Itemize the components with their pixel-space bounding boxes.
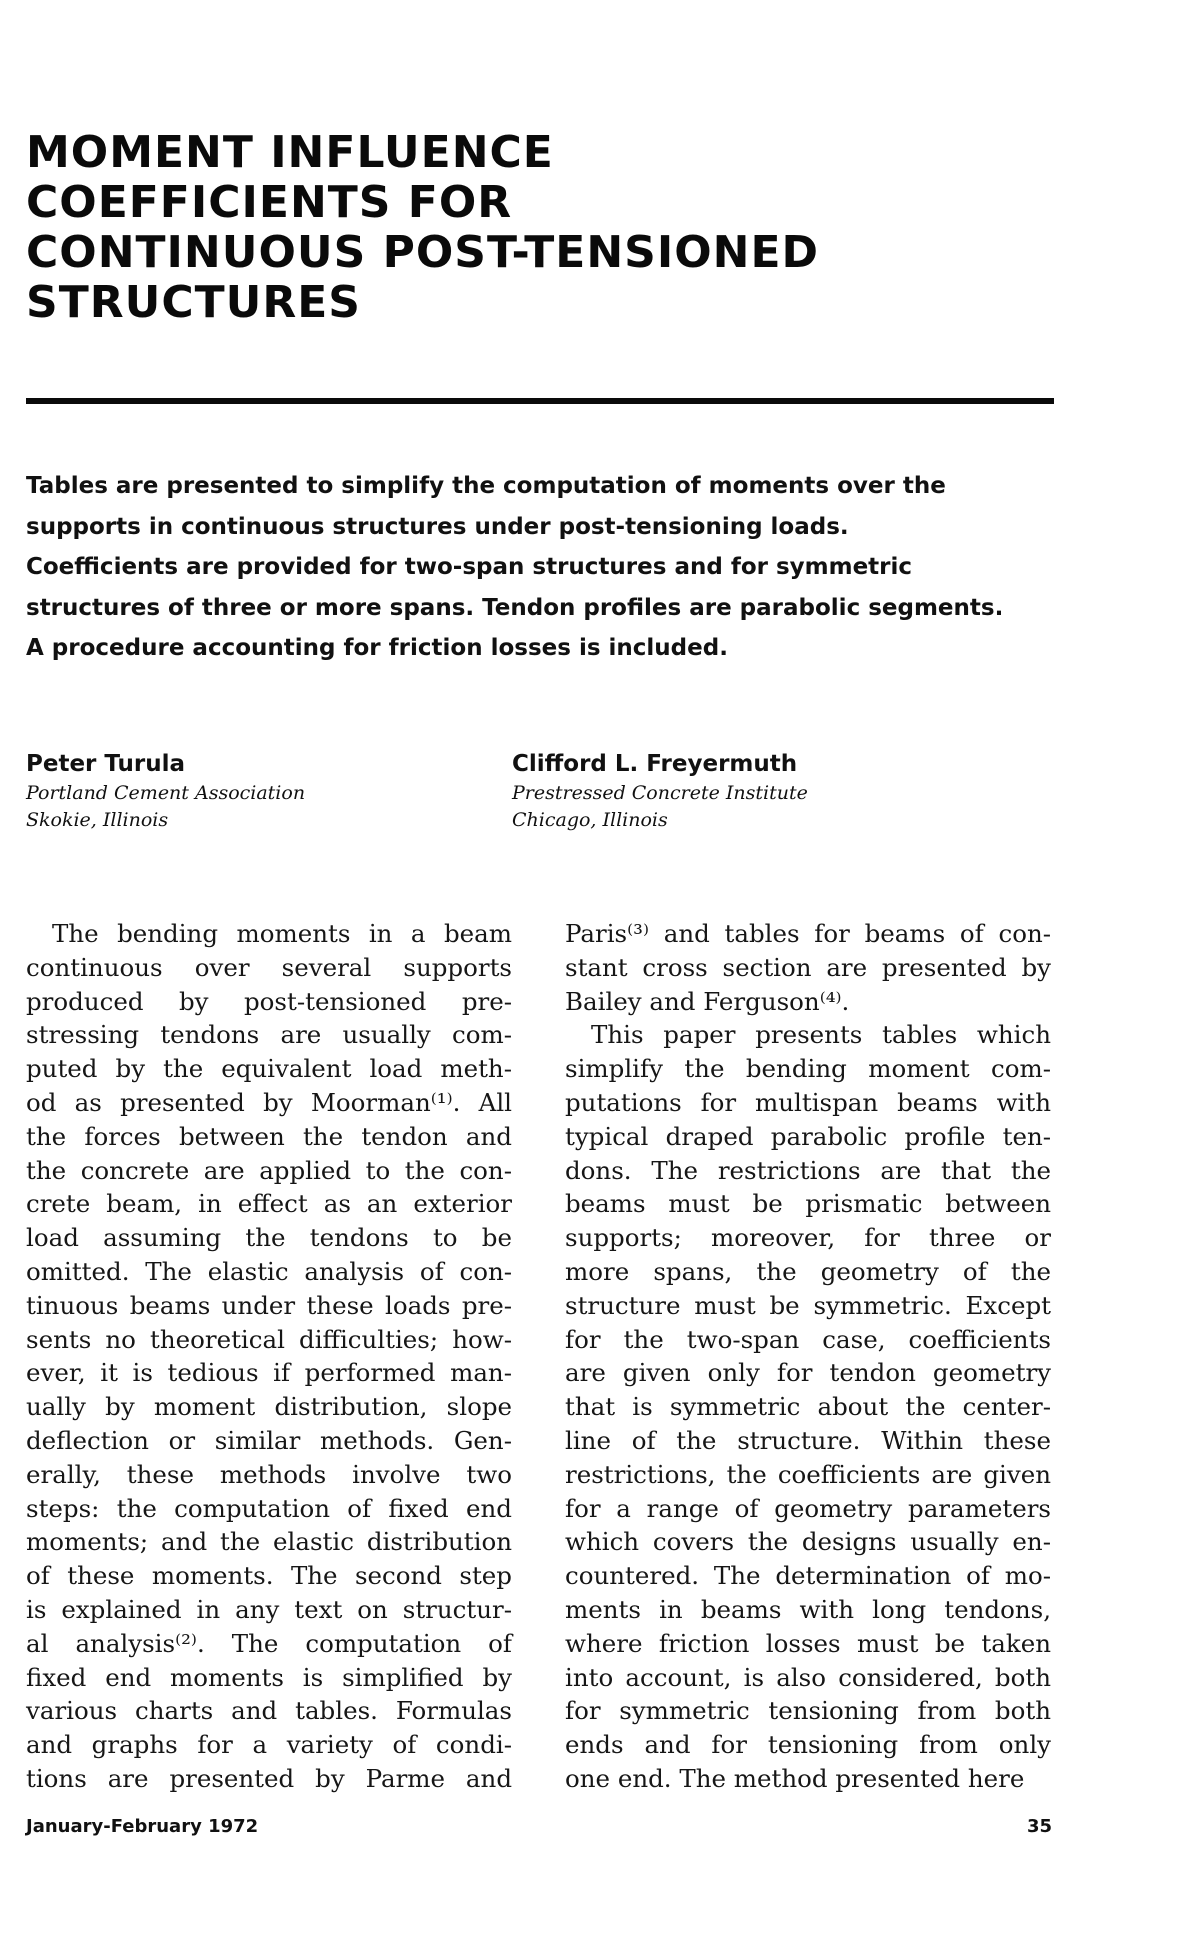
text-line: of these moments. The second step (26, 1561, 512, 1591)
text-line: restrictions, the coefficients are given (565, 1459, 1051, 1489)
abstract-line: A procedure accounting for friction losses is included. (26, 635, 728, 661)
text-line: dons. The restrictions are that the (565, 1155, 1051, 1185)
text-line: structure must be symmetric. Except (565, 1290, 1051, 1320)
text-line: al analysis⁽²⁾. The computation of (26, 1628, 512, 1658)
text-line: typical draped parabolic profile ten- (565, 1121, 1051, 1151)
text-line: load assuming the tendons to be (26, 1223, 512, 1253)
author-organization: Portland Cement Association (26, 782, 306, 804)
text-line: puted by the equivalent load meth- (26, 1054, 512, 1084)
title-line: STRUCTURES (26, 277, 361, 328)
text-line: fixed end moments is simplified by (26, 1662, 512, 1692)
title-divider (26, 398, 1054, 404)
text-line: ends and for tensioning from only (565, 1730, 1051, 1760)
author-location: Chicago, Illinois (512, 809, 668, 831)
text-line: ever, it is tedious if performed man- (26, 1358, 512, 1388)
text-line: The bending moments in a beam (52, 919, 512, 948)
text-line: countered. The determination of mo- (565, 1561, 1051, 1591)
text-line: steps: the computation of fixed end (26, 1493, 512, 1523)
text-line: where friction losses must be taken (565, 1628, 1051, 1658)
text-line: more spans, the geometry of the (565, 1256, 1051, 1286)
abstract-line: Coefficients are provided for two-span structures and for symmetric (26, 554, 913, 580)
text-line: for symmetric tensioning from both (565, 1696, 1051, 1726)
text-line: continuous over several supports (26, 952, 512, 982)
author-name: Clifford L. Freyermuth (512, 751, 798, 777)
text-line: one end. The method presented here (565, 1763, 1025, 1793)
title-line: COEFFICIENTS FOR (26, 177, 513, 228)
author-name: Peter Turula (26, 751, 186, 777)
text-line: sents no theoretical difficulties; how- (26, 1324, 512, 1354)
text-line: which covers the designs usually en- (565, 1527, 1051, 1557)
text-line: various charts and tables. Formulas (26, 1696, 512, 1726)
text-line: stant cross section are presented by (565, 952, 1051, 982)
author-organization: Prestressed Concrete Institute (512, 782, 808, 804)
page-number: 35 (1026, 1816, 1052, 1837)
text-line: Paris⁽³⁾ and tables for beams of con- (565, 919, 1051, 948)
text-line: tions are presented by Parme and (26, 1763, 512, 1793)
text-line: crete beam, in effect as an exterior (26, 1189, 512, 1219)
text-line: stressing tendons are usually com- (26, 1020, 512, 1050)
text-line: are given only for tendon geometry (565, 1358, 1051, 1388)
text-line: Bailey and Ferguson⁽⁴⁾. (565, 986, 850, 1016)
body-left-column (26, 917, 512, 1796)
text-line: the forces between the tendon and (26, 1121, 512, 1151)
text-line: for the two-span case, coefficients (565, 1324, 1051, 1354)
abstract-line: supports in continuous structures under post-tensioning loads. (26, 513, 849, 540)
text-line: that is symmetric about the center- (565, 1392, 1051, 1422)
body-right-column (565, 917, 1051, 1796)
text-line: supports; moreover, for three or (565, 1223, 1051, 1253)
title-line: CONTINUOUS POST-TENSIONED (26, 227, 820, 278)
abstract-line: structures of three or more spans. Tendon profiles are parabolic segments. (26, 594, 1004, 621)
text-line: produced by post-tensioned pre- (26, 986, 512, 1016)
text-line: and graphs for a variety of condi- (26, 1730, 512, 1760)
text-line: od as presented by Moorman⁽¹⁾. All (26, 1087, 512, 1117)
text-line: deflection or similar methods. Gen- (26, 1425, 512, 1455)
text-line: beams must be prismatic between (565, 1189, 1051, 1219)
title-line: MOMENT INFLUENCE (26, 127, 554, 178)
text-line: simplify the bending moment com- (565, 1054, 1051, 1084)
journal-issue: January-February 1972 (26, 1816, 259, 1837)
text-line: moments; and the elastic distribution (26, 1527, 512, 1557)
text-line: line of the structure. Within these (565, 1425, 1051, 1455)
text-line: ually by moment distribution, slope (26, 1392, 512, 1422)
text-line: into account, is also considered, both (565, 1662, 1051, 1692)
abstract-line: Tables are presented to simplify the computation of moments over the (26, 473, 946, 499)
text-line: erally, these methods involve two (26, 1459, 512, 1489)
text-line: the concrete are applied to the con- (26, 1155, 512, 1185)
text-line: for a range of geometry parameters (565, 1493, 1051, 1523)
article-title (26, 128, 1086, 328)
abstract (26, 466, 1036, 669)
text-line: omitted. The elastic analysis of con- (26, 1256, 512, 1286)
text-line: putations for multispan beams with (565, 1087, 1051, 1117)
text-line: is explained in any text on structur- (26, 1594, 512, 1624)
text-line: ments in beams with long tendons, (565, 1594, 1051, 1624)
text-line: tinuous beams under these loads pre- (26, 1290, 512, 1320)
author-block-freyermuth (512, 748, 992, 834)
author-location: Skokie, Illinois (26, 809, 169, 831)
author-block-turula (26, 748, 506, 834)
text-line: This paper presents tables which (591, 1020, 1051, 1050)
